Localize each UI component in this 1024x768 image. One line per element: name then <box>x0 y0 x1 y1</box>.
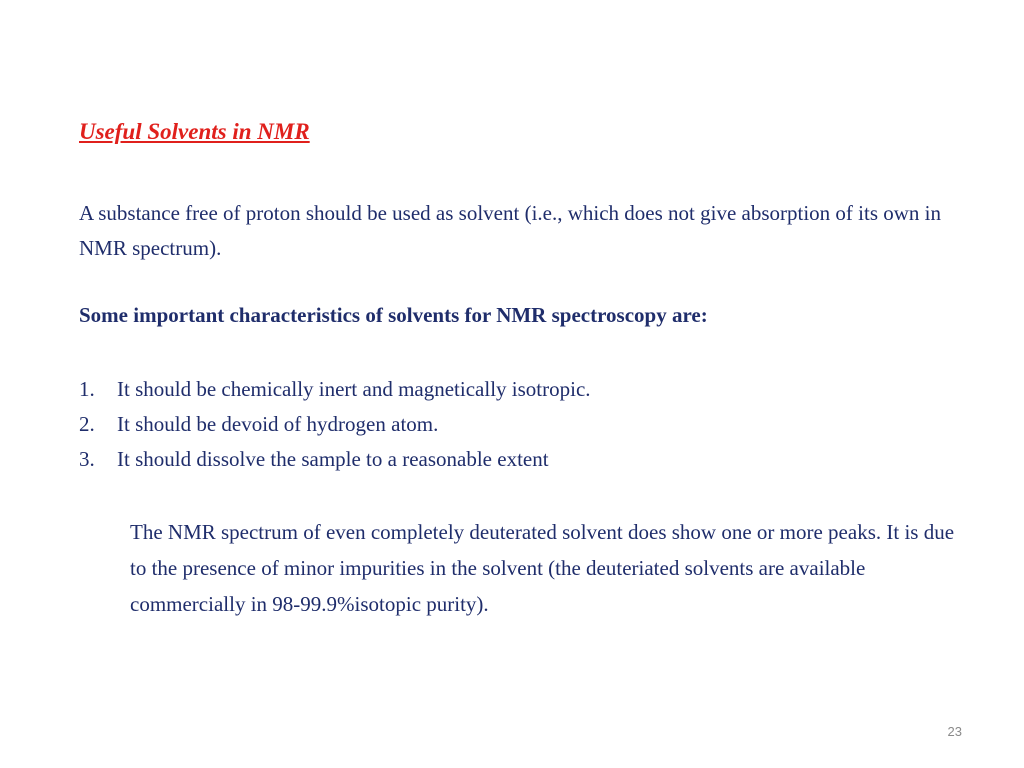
characteristics-heading: Some important characteristics of solvents for NMR spectroscopy are: <box>79 303 708 327</box>
list-item-number: 1. <box>79 377 95 401</box>
list-item-text: It should dissolve the sample to a reasonable extent <box>117 447 549 471</box>
note-paragraph: The NMR spectrum of even completely deuterated solvent does show one or more peaks. It is due to the presence of minor impurities in the solvent (the deuteriated solvents are available commercially in 98-99.9%isotopic purity). <box>130 520 955 616</box>
page-number: 23 <box>947 724 962 739</box>
list-item <box>79 442 591 477</box>
list-item <box>79 407 591 442</box>
intro-paragraph: A substance free of proton should be used as solvent (i.e., which does not give absorption of its own in NMR spectrum). <box>79 201 942 260</box>
slide-title: Useful Solvents in NMR <box>79 119 310 144</box>
list-item-text: It should be devoid of hydrogen atom. <box>117 412 439 436</box>
list-item-number: 3. <box>79 447 95 471</box>
list-item <box>79 372 591 407</box>
characteristics-list <box>79 372 591 477</box>
list-item-number: 2. <box>79 412 95 436</box>
list-item-text: It should be chemically inert and magnetically isotropic. <box>117 377 591 401</box>
